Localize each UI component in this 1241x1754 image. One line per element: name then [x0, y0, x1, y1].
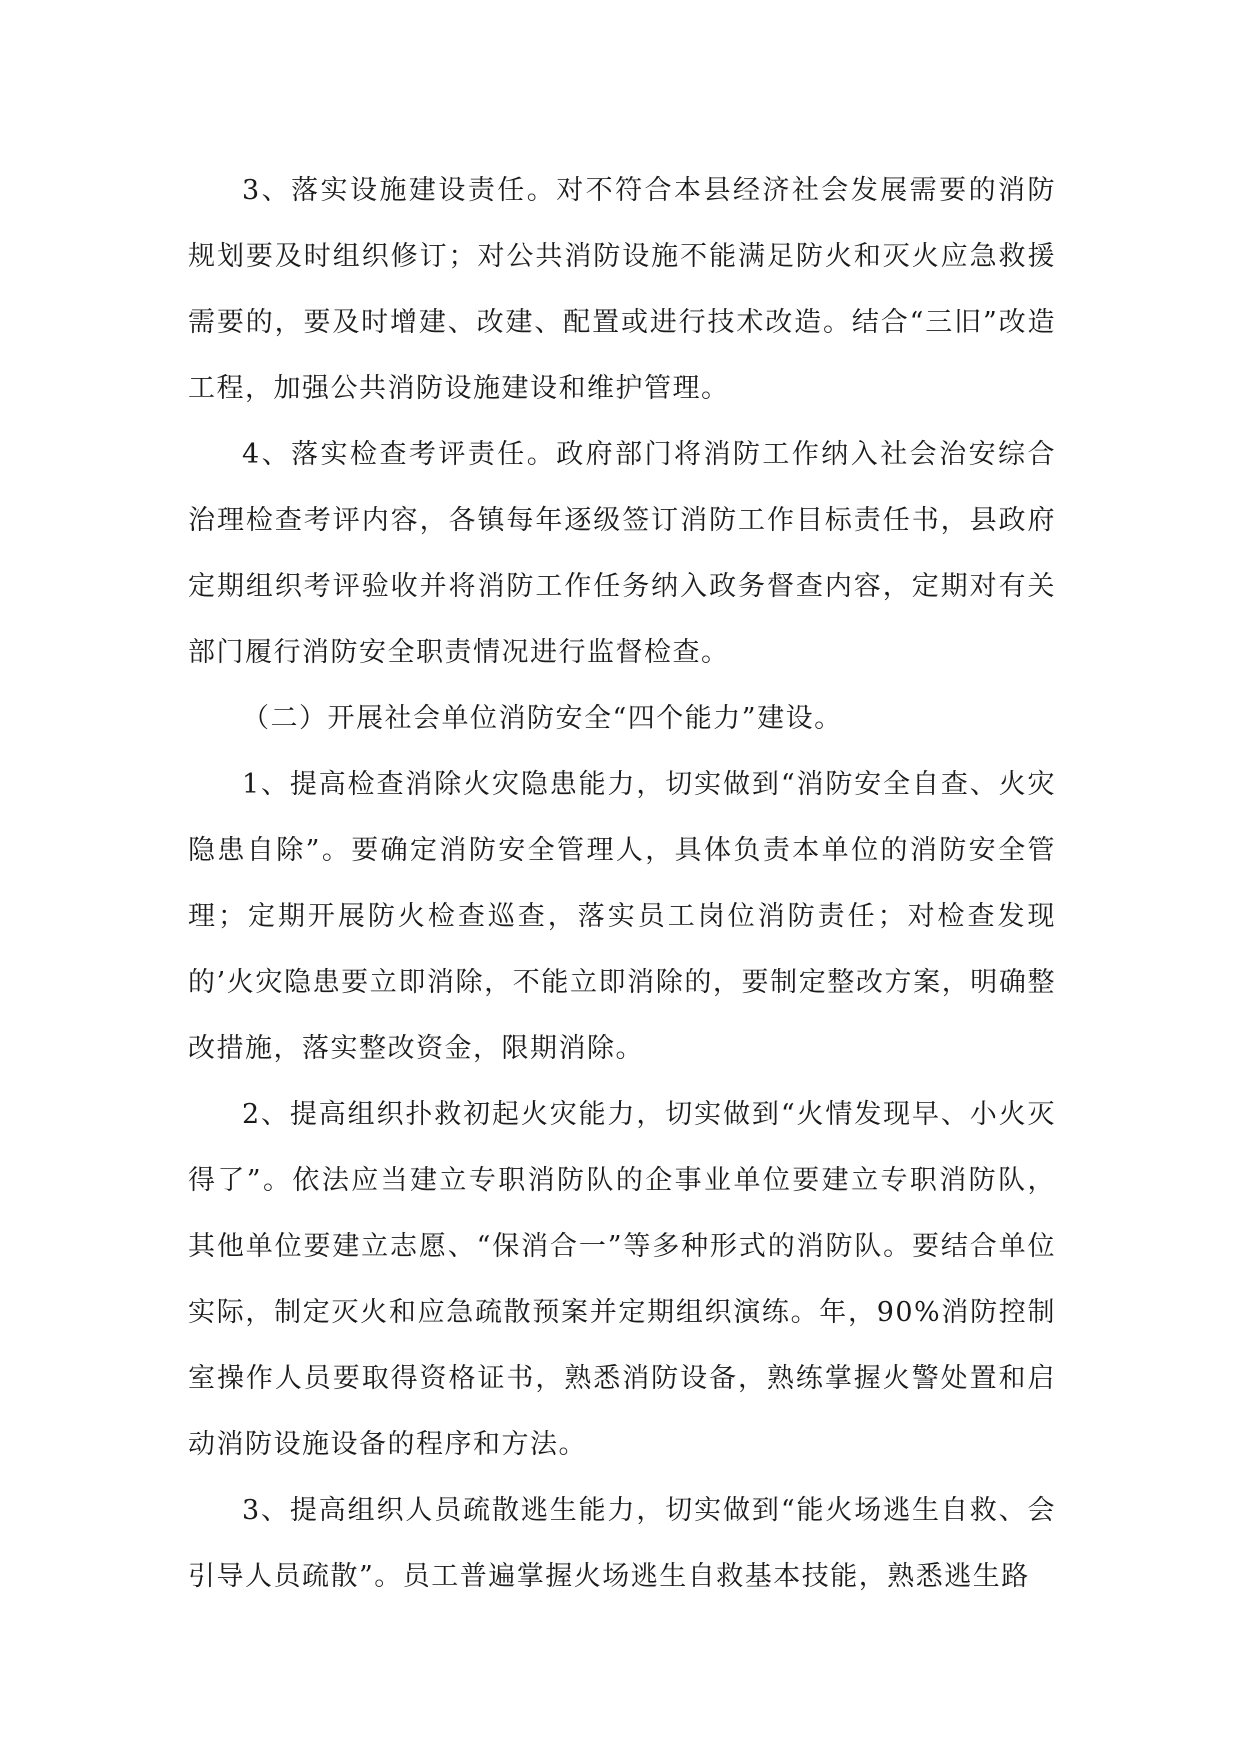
section-heading-four-abilities: （二）开展社会单位消防安全“四个能力”建设。	[242, 703, 843, 734]
paragraph-facility-responsibility: 3、落实设施建设责任。对不符合本县经济社会发展需要的消防规划要及时组织修订；对公共消防设施不能满足防火和灭火应急救援需要的，要及时增建、改建、配置或进行技术改造。结合“三旧”改造工程，加强公共消防设施建设和维护管理。	[188, 175, 1056, 404]
paragraph-hazard-elimination: 1、提高检查消除火灾隐患能力，切实做到“消防安全自查、火灾隐患自除”。要确定消防安全管理人，具体负责本单位的消防安全管理；定期开展防火检查巡查，落实员工岗位消防责任；对检查发现的’火灾隐患要立即消除，不能立即消除的，要制定整改方案，明确整改措施，落实整改资金，限期消除。	[188, 769, 1056, 1064]
paragraph-inspection-responsibility: 4、落实检查考评责任。政府部门将消防工作纳入社会治安综合治理检查考评内容，各镇每年逐级签订消防工作目标责任书，县政府定期组织考评验收并将消防工作任务纳入政务督查内容，定期对有关部门履行消防安全职责情况进行监督检查。	[188, 439, 1056, 668]
document-body	[188, 158, 1056, 1610]
paragraph-fire-fighting: 2、提高组织扑救初起火灾能力，切实做到“火情发现早、小火灭得了”。依法应当建立专职消防队的企事业单位要建立专职消防队，其他单位要建立志愿、“保消合一”等多种形式的消防队。要结合单位实际，制定灭火和应急疏散预案并定期组织演练。年，90%消防控制室操作人员要取得资格证书，熟悉消防设备，熟练掌握火警处置和启动消防设施设备的程序和方法。	[188, 1099, 1056, 1460]
paragraph-evacuation: 3、提高组织人员疏散逃生能力，切实做到“能火场逃生自救、会引导人员疏散”。员工普遍掌握火场逃生自救基本技能，熟悉逃生路	[188, 1495, 1056, 1592]
